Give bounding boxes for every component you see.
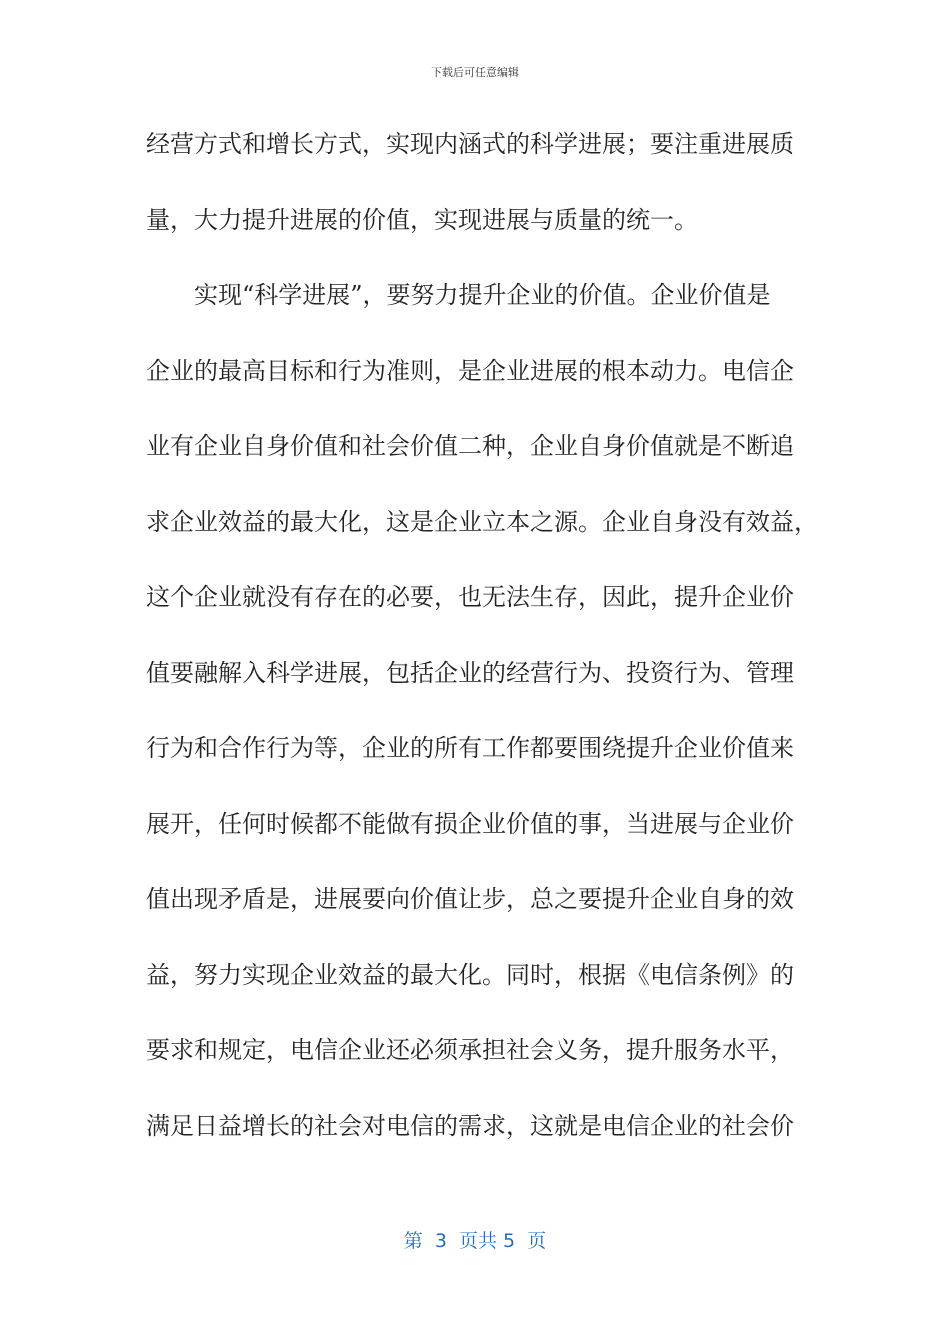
paragraph-line: 量，大力提升进展的价值，实现进展与质量的统一。 bbox=[146, 205, 698, 234]
paragraph-line: 展开，任何时候都不能做有损企业价值的事，当进展与企业价 bbox=[146, 809, 794, 838]
header-note: 下载后可任意编辑 bbox=[431, 66, 519, 79]
paragraph-line: 值要融解入科学进展，包括企业的经营行为、投资行为、管理 bbox=[146, 658, 794, 687]
paragraph-line: 经营方式和增长方式，实现内涵式的科学进展；要注重进展质 bbox=[146, 130, 794, 158]
paragraph-line: 满足日益增长的社会对电信的需求，这就是电信企业的社会价 bbox=[146, 1111, 794, 1140]
paragraph-line: 实现“科学进展”，要努力提升企业的价值。企业价值是 bbox=[194, 281, 771, 309]
paragraph-line: 值出现矛盾是，进展要向价值让步，总之要提升企业自身的效 bbox=[146, 885, 794, 913]
document-body bbox=[146, 116, 818, 1173]
paragraph-line: 要求和规定，电信企业还必须承担社会义务，提升服务水平， bbox=[146, 1036, 794, 1064]
paragraph-line: 企业的最高目标和行为准则，是企业进展的根本动力。电信企 bbox=[146, 356, 794, 385]
paragraph-line: 这个企业就没有存在的必要，也无法生存，因此，提升企业价 bbox=[146, 583, 794, 611]
paragraph-line: 求企业效益的最大化，这是企业立本之源。企业自身没有效益， bbox=[146, 507, 818, 536]
paragraph-line: 业有企业自身价值和社会价值二种，企业自身价值就是不断追 bbox=[146, 432, 794, 460]
page-number-footer: 第 3 页共 5 页 bbox=[403, 1230, 547, 1252]
paragraph-line: 行为和合作行为等，企业的所有工作都要围绕提升企业价值来 bbox=[146, 734, 794, 762]
paragraph-line: 益，努力实现企业效益的最大化。同时，根据《电信条例》的 bbox=[146, 960, 794, 989]
